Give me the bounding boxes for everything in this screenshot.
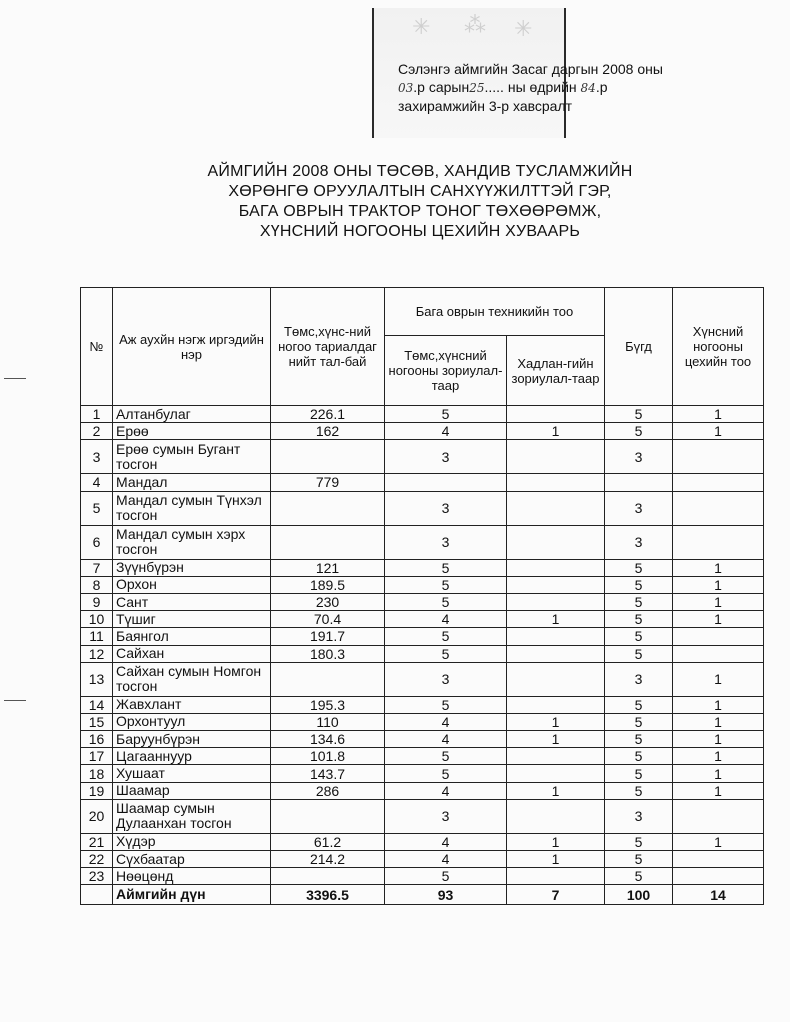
row-no: 5 — [81, 491, 113, 525]
row-no: 3 — [81, 440, 113, 474]
row-total — [605, 474, 673, 491]
total-total: 100 — [605, 885, 673, 905]
total-no — [81, 885, 113, 905]
row-name: Алтанбулаг — [113, 406, 271, 423]
row-hay-tech — [507, 628, 605, 645]
row-potato-tech: 4 — [385, 782, 507, 799]
row-total: 5 — [605, 559, 673, 576]
row-area: 61.2 — [271, 833, 385, 850]
header-total: Бүгд — [605, 288, 673, 406]
row-name: Баянгол — [113, 628, 271, 645]
row-name: Түшиг — [113, 611, 271, 628]
row-hay-tech: 1 — [507, 833, 605, 850]
row-veg-shop — [673, 645, 764, 662]
row-total: 5 — [605, 782, 673, 799]
row-name: Шаамар сумын Дулаанхан тосгон — [113, 799, 271, 833]
row-total: 5 — [605, 696, 673, 713]
row-name: Сант — [113, 593, 271, 610]
row-area: 230 — [271, 593, 385, 610]
row-veg-shop — [673, 868, 764, 885]
row-area: 110 — [271, 713, 385, 730]
table-row — [81, 440, 764, 474]
row-hay-tech — [507, 525, 605, 559]
allocation-table — [80, 287, 764, 905]
row-hay-tech — [507, 559, 605, 576]
row-name: Сүхбаатар — [113, 851, 271, 868]
table-row — [81, 611, 764, 628]
table-row — [81, 765, 764, 782]
row-total: 5 — [605, 593, 673, 610]
row-no: 23 — [81, 868, 113, 885]
decree-line-3: захирамжийн 3-р хавсралт — [398, 98, 573, 114]
row-name: Баруунбүрэн — [113, 731, 271, 748]
row-potato-tech: 5 — [385, 748, 507, 765]
header-sub-hay: Хадлан-гийн зориулал-таар — [507, 336, 605, 406]
row-potato-tech: 4 — [385, 611, 507, 628]
row-area — [271, 868, 385, 885]
row-potato-tech: 5 — [385, 406, 507, 423]
row-potato-tech: 5 — [385, 696, 507, 713]
row-area — [271, 440, 385, 474]
row-veg-shop — [673, 851, 764, 868]
row-area: 134.6 — [271, 731, 385, 748]
row-potato-tech: 4 — [385, 713, 507, 730]
row-no: 7 — [81, 559, 113, 576]
row-total: 3 — [605, 799, 673, 833]
row-potato-tech: 5 — [385, 868, 507, 885]
row-name: Хүдэр — [113, 833, 271, 850]
row-hay-tech — [507, 868, 605, 885]
row-hay-tech — [507, 593, 605, 610]
table-row — [81, 748, 764, 765]
handwritten-month: 03 — [398, 81, 414, 95]
row-veg-shop: 1 — [673, 593, 764, 610]
table-row — [81, 593, 764, 610]
row-potato-tech: 3 — [385, 525, 507, 559]
row-area: 195.3 — [271, 696, 385, 713]
row-potato-tech: 5 — [385, 765, 507, 782]
row-potato-tech: 5 — [385, 559, 507, 576]
row-area: 162 — [271, 423, 385, 440]
row-potato-tech: 4 — [385, 731, 507, 748]
row-veg-shop: 1 — [673, 713, 764, 730]
row-area: 779 — [271, 474, 385, 491]
row-no: 2 — [81, 423, 113, 440]
row-potato-tech: 3 — [385, 662, 507, 696]
title-line: АЙМГИЙН 2008 ОНЫ ТӨСӨВ, ХАНДИВ ТУСЛАМЖИЙН — [207, 163, 633, 180]
title-line: БАГА ОВРЫН ТРАКТОР ТОНОГ ТӨХӨӨРӨМЖ, — [238, 203, 602, 220]
row-total: 5 — [605, 713, 673, 730]
row-potato-tech: 5 — [385, 645, 507, 662]
row-no: 13 — [81, 662, 113, 696]
table-row — [81, 628, 764, 645]
row-veg-shop — [673, 525, 764, 559]
title-line: ХӨРӨНГӨ ОРУУЛАЛТЫН САНХҮҮЖИЛТТЭЙ ГЭР, — [228, 183, 612, 200]
row-hay-tech: 1 — [507, 423, 605, 440]
handwritten-day: 25 — [469, 81, 485, 95]
row-area: 226.1 — [271, 406, 385, 423]
table-row — [81, 406, 764, 423]
table-row — [81, 782, 764, 799]
row-name: Шаамар — [113, 782, 271, 799]
row-veg-shop: 1 — [673, 559, 764, 576]
total-hay-tech: 7 — [507, 885, 605, 905]
header-veg-shop: Хүнсний ногооны цехийн тоо — [673, 288, 764, 406]
total-potato-tech: 93 — [385, 885, 507, 905]
row-name: Хушаат — [113, 765, 271, 782]
row-hay-tech: 1 — [507, 782, 605, 799]
row-name: Мандал сумын хэрх тосгон — [113, 525, 271, 559]
row-area: 214.2 — [271, 851, 385, 868]
row-potato-tech: 4 — [385, 851, 507, 868]
row-total: 5 — [605, 765, 673, 782]
header-name: Аж аухйн нэгж иргэдийн нэр — [113, 288, 271, 406]
row-name: Сайхан сумын Номгон тосгон — [113, 662, 271, 696]
row-veg-shop: 1 — [673, 833, 764, 850]
document-title — [100, 162, 740, 242]
row-potato-tech — [385, 474, 507, 491]
row-hay-tech — [507, 406, 605, 423]
row-area: 101.8 — [271, 748, 385, 765]
row-potato-tech: 4 — [385, 833, 507, 850]
row-potato-tech: 3 — [385, 491, 507, 525]
row-hay-tech — [507, 576, 605, 593]
handwritten-number: 84 — [580, 81, 596, 95]
row-hay-tech — [507, 491, 605, 525]
row-name: Мандал — [113, 474, 271, 491]
row-area: 70.4 — [271, 611, 385, 628]
row-total: 3 — [605, 525, 673, 559]
row-no: 9 — [81, 593, 113, 610]
stamp-mark: ⁂ — [464, 12, 486, 37]
row-no: 16 — [81, 731, 113, 748]
header-small-tech: Бага оврын техникийн тоо — [385, 288, 605, 336]
row-total: 3 — [605, 662, 673, 696]
row-hay-tech — [507, 765, 605, 782]
row-total: 5 — [605, 851, 673, 868]
row-area: 180.3 — [271, 645, 385, 662]
row-potato-tech: 5 — [385, 628, 507, 645]
row-hay-tech: 1 — [507, 851, 605, 868]
decree-line-2: 03.р сарын25..... ны өдрийн 84.р — [398, 79, 608, 95]
row-potato-tech: 5 — [385, 576, 507, 593]
row-name: Ерөө — [113, 423, 271, 440]
table-row — [81, 713, 764, 730]
row-area: 189.5 — [271, 576, 385, 593]
row-total: 5 — [605, 868, 673, 885]
row-potato-tech: 4 — [385, 423, 507, 440]
row-no: 17 — [81, 748, 113, 765]
row-veg-shop — [673, 799, 764, 833]
row-veg-shop — [673, 440, 764, 474]
row-no: 22 — [81, 851, 113, 868]
table-row — [81, 576, 764, 593]
row-total: 5 — [605, 576, 673, 593]
row-no: 12 — [81, 645, 113, 662]
row-area: 286 — [271, 782, 385, 799]
row-area — [271, 799, 385, 833]
header-area: Төмс,хүнс-ний ногоо тариалдаг нийт тал-бай — [271, 288, 385, 406]
row-hay-tech: 1 — [507, 713, 605, 730]
row-no: 8 — [81, 576, 113, 593]
row-veg-shop — [673, 474, 764, 491]
table-row — [81, 868, 764, 885]
row-potato-tech: 3 — [385, 799, 507, 833]
row-name: Нөөцөнд — [113, 868, 271, 885]
row-area: 121 — [271, 559, 385, 576]
row-total: 5 — [605, 645, 673, 662]
row-area: 191.7 — [271, 628, 385, 645]
row-hay-tech — [507, 440, 605, 474]
decree-line-1: Сэлэнгэ аймгийн Засаг даргын 2008 оны — [398, 61, 663, 77]
total-veg-shop: 14 — [673, 885, 764, 905]
row-name: Цагааннуур — [113, 748, 271, 765]
row-veg-shop — [673, 628, 764, 645]
row-name: Зүүнбүрэн — [113, 559, 271, 576]
row-name: Мандал сумын Түнхэл тосгон — [113, 491, 271, 525]
row-area — [271, 662, 385, 696]
row-total: 5 — [605, 611, 673, 628]
row-no: 6 — [81, 525, 113, 559]
row-hay-tech — [507, 748, 605, 765]
row-no: 18 — [81, 765, 113, 782]
scan-edge-mark — [4, 700, 26, 701]
table-row — [81, 423, 764, 440]
row-hay-tech — [507, 645, 605, 662]
row-no: 19 — [81, 782, 113, 799]
row-no: 15 — [81, 713, 113, 730]
scan-edge-mark — [4, 378, 26, 379]
row-veg-shop: 1 — [673, 423, 764, 440]
row-hay-tech: 1 — [507, 611, 605, 628]
row-veg-shop: 1 — [673, 611, 764, 628]
row-no: 11 — [81, 628, 113, 645]
row-total: 5 — [605, 406, 673, 423]
row-name: Жавхлант — [113, 696, 271, 713]
row-no: 14 — [81, 696, 113, 713]
total-row — [81, 885, 764, 905]
row-total: 3 — [605, 491, 673, 525]
row-no: 10 — [81, 611, 113, 628]
total-area: 3396.5 — [271, 885, 385, 905]
table-row — [81, 799, 764, 833]
row-area — [271, 525, 385, 559]
table-row — [81, 731, 764, 748]
row-no: 21 — [81, 833, 113, 850]
row-name: Орхон — [113, 576, 271, 593]
table-row — [81, 525, 764, 559]
row-no: 4 — [81, 474, 113, 491]
table-body — [81, 406, 764, 905]
row-potato-tech: 3 — [385, 440, 507, 474]
table-row — [81, 474, 764, 491]
row-total: 5 — [605, 423, 673, 440]
table-row — [81, 645, 764, 662]
row-veg-shop: 1 — [673, 782, 764, 799]
row-hay-tech — [507, 474, 605, 491]
header-no: № — [81, 288, 113, 406]
row-no: 20 — [81, 799, 113, 833]
total-label: Аймгийн дүн — [113, 885, 271, 905]
table-row — [81, 696, 764, 713]
row-veg-shop: 1 — [673, 576, 764, 593]
row-veg-shop: 1 — [673, 765, 764, 782]
table-row — [81, 662, 764, 696]
stamp-mark: ✳ — [412, 14, 431, 39]
row-total: 5 — [605, 628, 673, 645]
row-total: 5 — [605, 731, 673, 748]
row-veg-shop: 1 — [673, 662, 764, 696]
row-area: 143.7 — [271, 765, 385, 782]
table-row — [81, 491, 764, 525]
row-veg-shop: 1 — [673, 748, 764, 765]
row-hay-tech — [507, 799, 605, 833]
row-name: Орхонтуул — [113, 713, 271, 730]
title-line: ХҮНСНИЙ НОГООНЫ ЦЕХИЙН ХУВААРЬ — [259, 223, 581, 240]
row-veg-shop: 1 — [673, 731, 764, 748]
table-row — [81, 559, 764, 576]
row-potato-tech: 5 — [385, 593, 507, 610]
row-veg-shop: 1 — [673, 406, 764, 423]
row-total: 3 — [605, 440, 673, 474]
row-no: 1 — [81, 406, 113, 423]
decree-note — [398, 60, 663, 115]
row-name: Ерөө сумын Бугант тосгон — [113, 440, 271, 474]
row-hay-tech — [507, 696, 605, 713]
table-row — [81, 851, 764, 868]
row-area — [271, 491, 385, 525]
row-name: Сайхан — [113, 645, 271, 662]
row-hay-tech: 1 — [507, 731, 605, 748]
row-veg-shop: 1 — [673, 696, 764, 713]
table-row — [81, 833, 764, 850]
row-total: 5 — [605, 833, 673, 850]
header-sub-potato: Төмс,хүнсний ногооны зориулал-таар — [385, 336, 507, 406]
row-veg-shop — [673, 491, 764, 525]
stamp-mark: ✳ — [514, 16, 533, 41]
row-hay-tech — [507, 662, 605, 696]
row-total: 5 — [605, 748, 673, 765]
